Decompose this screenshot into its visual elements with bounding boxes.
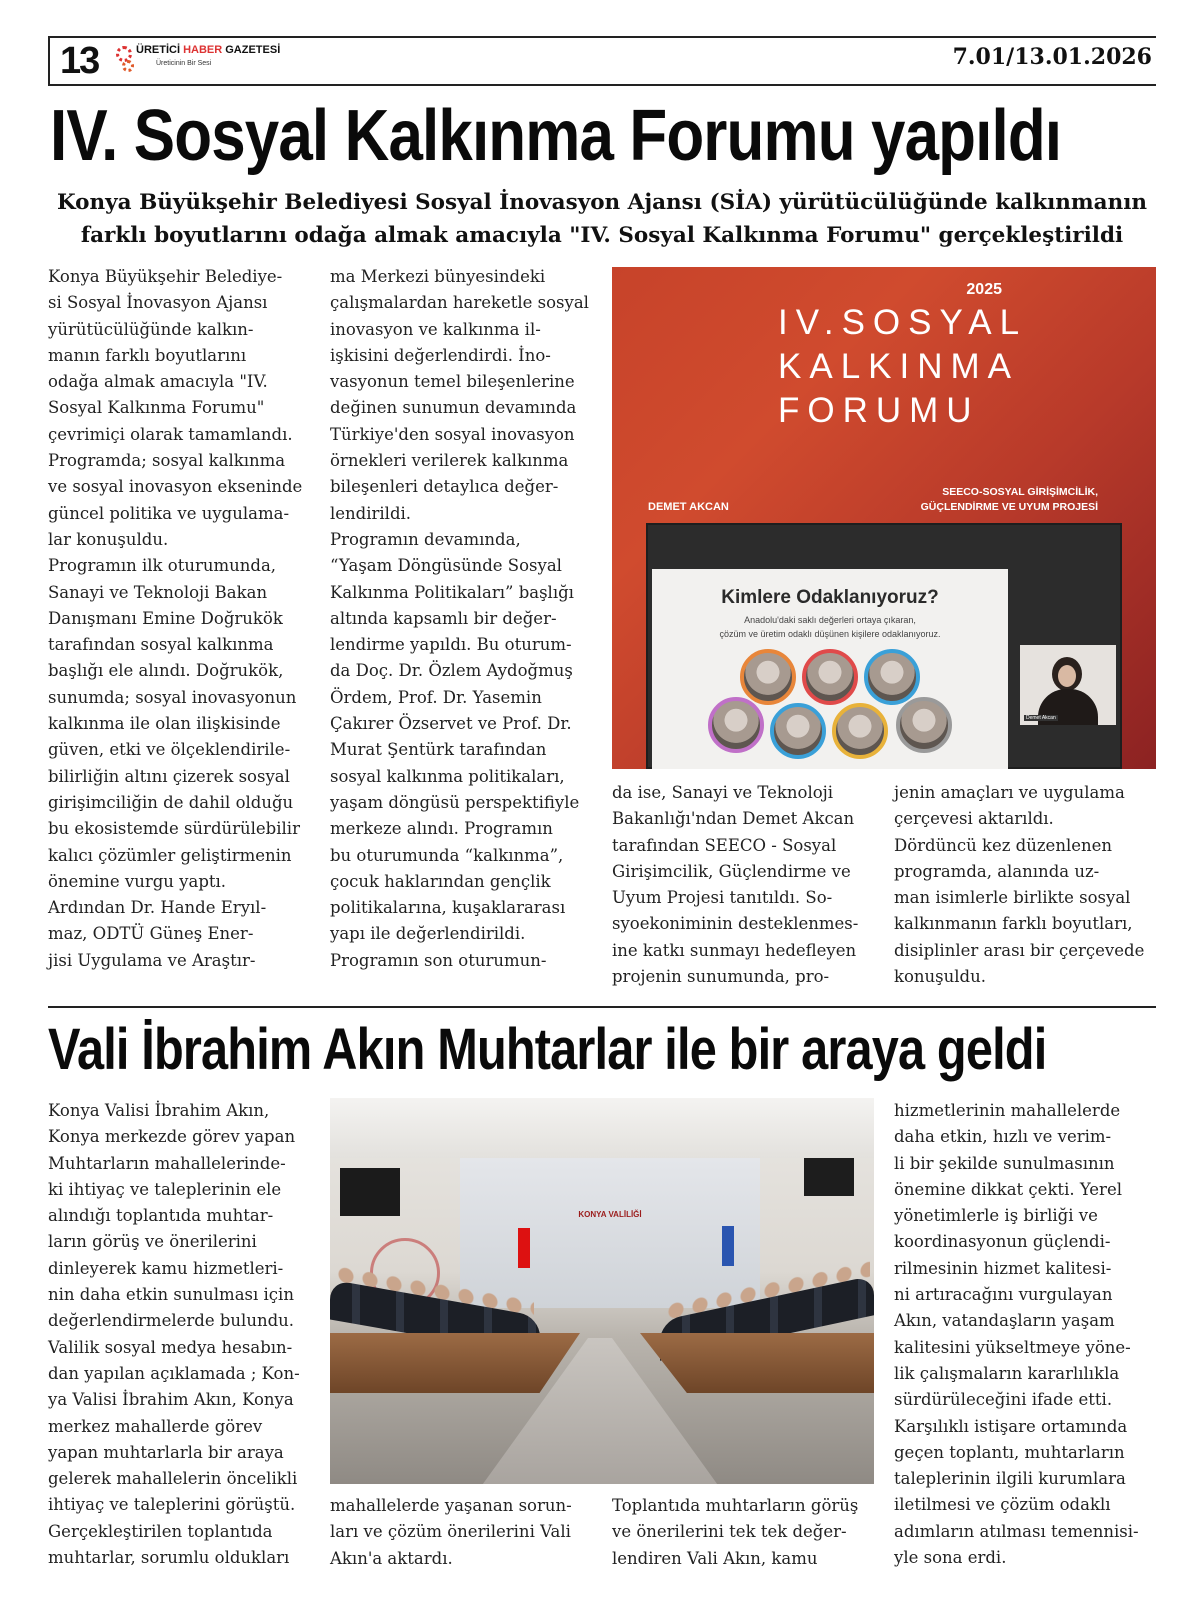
text-line: çevrimiçi olarak tamamlandı.	[48, 424, 293, 444]
conference-table-right	[640, 1333, 874, 1393]
text-line: jenin amaçları ve uygulama	[894, 783, 1125, 802]
text-line: dinleyerek kamu hizmetleri-	[48, 1258, 284, 1278]
logo-part2: HABER	[183, 44, 223, 56]
text-line: yle sona erdi.	[894, 1548, 1007, 1568]
forum-title-line: IV.SOSYAL	[778, 303, 1028, 342]
text-line: önemine vurgu yaptı.	[48, 871, 227, 891]
text-line: Türkiye'den sosyal inovasyon	[330, 424, 575, 444]
text-line: “Yaşam Döngüsünde Sosyal	[330, 556, 562, 576]
text-line: Valilik sosyal medya hesabın-	[48, 1337, 293, 1357]
text-line: Karşılıklı istişare ortamında	[894, 1416, 1128, 1436]
article1-deck	[48, 186, 1156, 252]
text-line: geçen toplantı, muhtarların	[894, 1442, 1125, 1462]
text-line: bu ekosistemde sürdürülebilir	[48, 819, 300, 839]
text-line: iletilmesi ve çözüm odaklı	[894, 1495, 1111, 1515]
portrait-ring	[708, 697, 764, 753]
ceiling	[330, 1098, 874, 1158]
text-line: kalıcı çözümler geliştirmenin	[48, 845, 292, 865]
text-line: Konya merkezde görev yapan	[48, 1127, 296, 1147]
text-line: kalkınma ile olan ilişkisinde	[48, 714, 281, 734]
text-line: yürütücülüğünde kalkın-	[48, 319, 254, 339]
text-line: Akın, vatandaşların yaşam	[894, 1311, 1115, 1331]
text-line: Muhtarların mahallelerinde-	[48, 1153, 286, 1173]
text-line: tarafından sosyal kalkınma	[48, 635, 274, 655]
text-line: girişimciliğin de dahil olduğu	[48, 792, 294, 812]
text-line: ni artıracağını vurgulayan	[894, 1285, 1113, 1305]
text-line: başlığı ele alındı. Doğrukök,	[48, 661, 284, 681]
text-line: vasyonun temel bileşenlerine	[330, 372, 575, 392]
text-line: ya Valisi İbrahim Akın, Konya	[48, 1390, 294, 1410]
slide-subtitle	[652, 613, 1008, 641]
tv-screen	[340, 1168, 400, 1216]
article1-column-2	[330, 264, 592, 974]
text-line: Kalkınma Politikaları” başlığı	[330, 582, 574, 602]
text-line: ine katkı sunmayı hedefleyen	[612, 940, 857, 960]
header-left-rule	[48, 36, 50, 86]
deck-line: Konya Büyükşehir Belediyesi Sosyal İnovasyon Ajansı (SİA) yürütücülüğünde kalkınmanın	[56, 190, 1148, 215]
text-line: Ardından Dr. Hande Eryıl-	[48, 898, 267, 918]
forum-photo	[612, 267, 1156, 769]
text-line: Programın devamında,	[330, 529, 521, 549]
text-line: syoekoniminin desteklenmes-	[612, 914, 859, 934]
text-line: Programın ilk oturumunda,	[48, 556, 277, 576]
text-line: altında kapsamlı bir değer-	[330, 608, 557, 628]
portrait-ring	[770, 703, 826, 759]
speaker-name: DEMET AKCAN	[648, 501, 729, 513]
article2-column-2	[330, 1493, 592, 1572]
text-line: alındığı toplantıda muhtar-	[48, 1206, 274, 1226]
text-line: merkez mahallerde görev	[48, 1416, 263, 1436]
text-line: lik çalışmaların kararlılıkla	[894, 1363, 1120, 1383]
text-line: kalitesini yükseltmeye yöne-	[894, 1337, 1131, 1357]
text-line: sürdürüleceğini ifade etti.	[894, 1390, 1113, 1410]
text-line: önemine dikkat çekti. Yerel	[894, 1179, 1122, 1199]
slide-subtitle-line: çözüm ve üretim odaklı düşünen kişilere odaklanıyoruz.	[719, 629, 941, 639]
text-line: rilmesinin hizmet kalitesi-	[894, 1258, 1112, 1278]
portrait-ring	[864, 649, 920, 705]
text-line: konuşuldu.	[894, 967, 986, 987]
text-line: Danışmanı Emine Doğrukök	[48, 608, 283, 628]
text-line: gelerek mahallelerin öncelikli	[48, 1469, 298, 1489]
text-line: bu oturumunda “kalkınma”,	[330, 845, 564, 865]
portrait-ring	[740, 649, 796, 705]
text-line: Çakırer Özservet ve Prof. Dr.	[330, 714, 572, 734]
text-line: da ise, Sanayi ve Teknoloji	[612, 783, 834, 802]
text-line: Akın'a aktardı.	[330, 1548, 453, 1568]
text-line: nin daha etkin sunulması için	[48, 1285, 294, 1305]
text-line: işkisini değerlendirdi. İno-	[330, 345, 551, 365]
text-line: yönetimlerle iş birliği ve	[894, 1206, 1098, 1226]
text-line: jisi Uygulama ve Araştır-	[48, 950, 256, 970]
tv-screen	[804, 1158, 854, 1196]
text-line: örnekleri verilerek kalkınma	[330, 451, 569, 471]
text-line: ma Merkezi bünyesindeki	[330, 267, 546, 286]
forum-title-line: FORUMU	[778, 391, 980, 430]
text-line: programda, alanında uz-	[894, 861, 1100, 881]
slide-subtitle-line: Anadolu'daki saklı değerleri ortaya çıkaran,	[744, 615, 916, 625]
text-line: ihtiyaç ve taleplerini görüştü.	[48, 1495, 296, 1515]
text-line: ları ve çözüm önerilerini Vali	[330, 1522, 571, 1542]
text-line: maz, ODTÜ Güneş Ener-	[48, 924, 254, 944]
small-gear-icon	[122, 60, 134, 72]
text-line: tarafından SEECO - Sosyal	[612, 835, 837, 855]
text-line: lendirildi.	[330, 503, 412, 523]
text-line: değerlendirmelerde bulundu.	[48, 1311, 295, 1331]
text-line: Ördem, Prof. Dr. Yasemin	[330, 687, 542, 707]
logo-tagline: Üreticinin Bir Sesi	[156, 60, 212, 67]
text-line: Programın son oturumun-	[330, 950, 547, 970]
article1-column-1	[48, 264, 310, 974]
text-line: çocuk haklarından gençlik	[330, 871, 551, 891]
text-line: güncel politika ve uygulama-	[48, 503, 290, 523]
text-line: Sosyal Kalkınma Forumu"	[48, 398, 265, 418]
text-line: lar konuşuldu.	[48, 529, 169, 549]
text-line: muhtarlar, sorumlu oldukları	[48, 1548, 290, 1568]
text-line: koordinasyonun güçlendi-	[894, 1232, 1111, 1252]
wall-sign: KONYA VALİLİĞİ	[578, 1210, 642, 1219]
deck-line: farklı boyutlarını odağa almak amacıyla "IV. Sosyal Kalkınma Forumu" gerçekleştirildi	[80, 223, 1124, 248]
newspaper-logo	[116, 44, 281, 76]
text-line: çalışmalardan hareketle sosyal	[330, 293, 589, 313]
meeting-photo	[330, 1098, 874, 1484]
conference-table-left	[330, 1333, 580, 1393]
text-line: man isimlerle birlikte sosyal	[894, 888, 1131, 908]
portrait-ring	[896, 697, 952, 753]
article2-column-3	[612, 1493, 874, 1572]
text-line: çerçevesi aktarıldı.	[894, 809, 1054, 829]
project-line: GÜÇLENDİRME VE UYUM PROJESİ	[920, 501, 1098, 513]
article1-column-4	[894, 780, 1156, 990]
presentation-screen	[646, 523, 1122, 769]
forum-title-line: KALKINMA	[778, 347, 1019, 386]
article2-column-4	[894, 1098, 1156, 1571]
text-line: bilirliğin altını çizerek sosyal	[48, 766, 290, 786]
article1-headline: IV. Sosyal Kalkınma Forumu yapıldı	[50, 96, 1062, 176]
text-line: hizmetlerinin mahallelerde	[894, 1101, 1121, 1120]
text-line: ki ihtiyaç ve taleplerinin ele	[48, 1179, 282, 1199]
text-line: projenin sunumunda, pro-	[612, 967, 830, 987]
section-divider	[48, 1006, 1156, 1008]
article1-column-3	[612, 780, 874, 990]
text-line: sunumda; sosyal inovasyonun	[48, 687, 297, 707]
page-number: 13	[60, 40, 99, 82]
forum-year: 2025	[966, 281, 1002, 298]
text-line: Konya Büyükşehir Belediye-	[48, 267, 283, 286]
text-line: dan yapılan açıklamada ; Kon-	[48, 1363, 300, 1383]
text-line: li bir şekilde sunulmasının	[894, 1153, 1115, 1173]
logo-part1: ÜRETİCİ	[136, 44, 180, 56]
webcam-caption: Demet Akcan	[1026, 715, 1056, 721]
text-line: Programda; sosyal kalkınma	[48, 451, 286, 471]
text-line: Sanayi ve Teknoloji Bakan	[48, 582, 268, 602]
text-line: yaşam döngüsü perspektifiyle	[330, 792, 580, 812]
text-line: Dördüncü kez düzenlenen	[894, 835, 1113, 855]
text-line: bileşenleri detaylıca değer-	[330, 477, 559, 497]
webcam-feed	[1020, 645, 1116, 725]
presentation-slide	[652, 569, 1008, 769]
project-line: SEECO-SOSYAL GİRİŞİMCİLİK,	[942, 486, 1098, 498]
text-line: si Sosyal İnovasyon Ajansı	[48, 293, 268, 313]
flag-icon	[518, 1228, 530, 1268]
text-line: merkeze alındı. Programın	[330, 819, 553, 839]
text-line: odağa almak amacıyla "IV.	[48, 372, 268, 392]
project-label	[858, 485, 1098, 515]
text-line: Konya Valisi İbrahim Akın,	[48, 1101, 270, 1120]
text-line: politikalarına, kuşaklararası	[330, 898, 566, 918]
article2-column-1	[48, 1098, 310, 1571]
text-line: ların görüş ve önerilerini	[48, 1232, 257, 1252]
text-line: Gerçekleştirilen toplantıda	[48, 1521, 273, 1541]
slide-question: Kimlere Odaklanıyoruz?	[721, 587, 939, 608]
portrait-ring	[802, 649, 858, 705]
text-line: Murat Şentürk tarafından	[330, 740, 547, 760]
article2-headline: Vali İbrahim Akın Muhtarlar ile bir araya geldi	[48, 1017, 1047, 1082]
text-line: lendiren Vali Akın, kamu	[612, 1548, 818, 1568]
text-line: daha etkin, hızlı ve verim-	[894, 1127, 1112, 1147]
text-line: da Doç. Dr. Özlem Aydoğmuş	[330, 661, 573, 681]
text-line: değinen sunumun devamında	[330, 398, 577, 418]
text-line: Girişimcilik, Güçlendirme ve	[612, 861, 851, 881]
text-line: inovasyon ve kalkınma il-	[330, 319, 541, 339]
webcam-face	[1058, 665, 1076, 687]
logo-wordmark	[136, 44, 280, 56]
text-line: mahallelerde yaşanan sorun-	[330, 1496, 572, 1515]
portrait-ring	[832, 703, 888, 759]
text-line: yapan muhtarlarla bir araya	[48, 1442, 284, 1462]
text-line: güven, etki ve ölçeklendirile-	[48, 740, 291, 760]
text-line: Bakanlığı'ndan Demet Akcan	[612, 809, 855, 829]
text-line: ve sosyal inovasyon ekseninde	[48, 477, 303, 497]
text-line: taleplerinin ilgili kurumlara	[894, 1469, 1126, 1489]
issue-date: 7.01/13.01.2026	[952, 44, 1152, 70]
text-line: disiplinler arası bir çerçevede	[894, 940, 1145, 960]
text-line: sosyal kalkınma politikaları,	[330, 766, 565, 786]
flag-icon	[722, 1226, 734, 1266]
text-line: ve önerilerini tek tek değer-	[612, 1522, 847, 1542]
text-line: manın farklı boyutlarını	[48, 345, 247, 365]
text-line: Uyum Projesi tanıtıldı. So-	[612, 888, 833, 908]
text-line: adımların atılması temennisi-	[894, 1521, 1139, 1541]
text-line: yapı ile değerlendirildi.	[330, 924, 526, 944]
text-line: Toplantıda muhtarların görüş	[612, 1496, 859, 1515]
text-line: kalkınmanın farklı boyutları,	[894, 914, 1133, 934]
logo-part3: GAZETESİ	[225, 44, 281, 56]
text-line: lendirme yapıldı. Bu oturum-	[330, 635, 572, 655]
